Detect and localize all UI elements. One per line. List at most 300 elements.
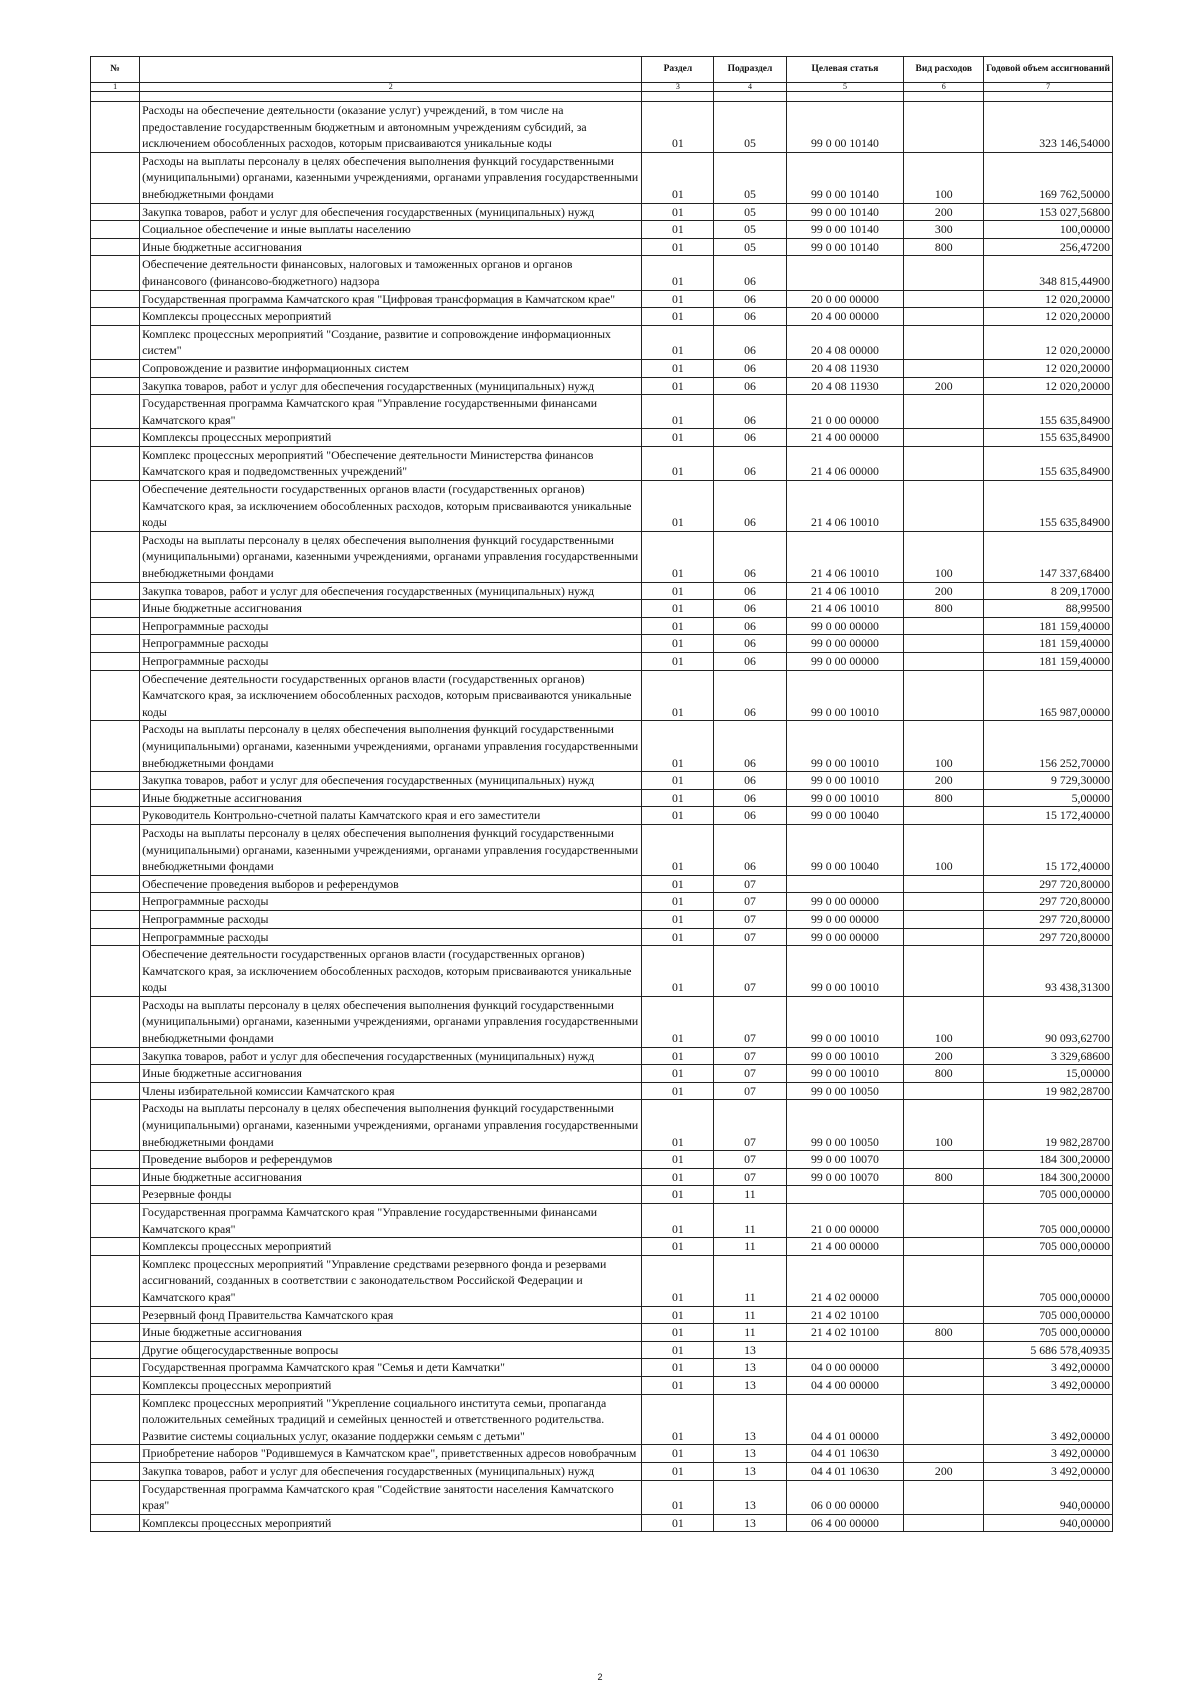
row-target-cell: 99 0 00 00000 [786,653,904,671]
table-row [91,1100,1113,1151]
row-expense-type-cell [904,635,984,653]
row-subsection-cell: 06 [714,325,786,359]
row-name-cell: Непрограммные расходы [140,910,642,928]
row-name-cell: Члены избирательной комиссии Камчатского края [140,1082,642,1100]
row-number-cell [91,1082,140,1100]
table-row [91,772,1113,790]
row-target-cell [786,1341,904,1359]
row-amount-cell: 90 093,62700 [984,996,1113,1047]
row-subsection-cell: 06 [714,600,786,618]
row-subsection-cell: 07 [714,1100,786,1151]
row-expense-type-cell [904,1480,984,1514]
table-body [91,92,1113,1532]
table-row [91,1324,1113,1342]
row-number-cell [91,1047,140,1065]
row-subsection-cell: 07 [714,1082,786,1100]
row-section-cell: 01 [642,531,714,582]
page-number: 2 [597,1672,603,1682]
row-name-cell: Государственная программа Камчатского края "Управление государственными финансами Камчатского края" [140,1204,642,1238]
header-name [140,57,642,83]
row-name-cell: Закупка товаров, работ и услуг для обеспечения государственных (муниципальных) нужд [140,1047,642,1065]
row-number-cell [91,653,140,671]
row-expense-type-cell: 200 [904,1047,984,1065]
row-name-cell: Непрограммные расходы [140,928,642,946]
row-number-cell [91,772,140,790]
row-amount-cell: 297 720,80000 [984,928,1113,946]
row-expense-type-cell [904,653,984,671]
row-expense-type-cell [904,290,984,308]
spacer-row [91,92,1113,102]
row-subsection-cell: 11 [714,1255,786,1306]
row-name-cell: Государственная программа Камчатского края "Содействие занятости населения Камчатского края" [140,1480,642,1514]
row-subsection-cell: 06 [714,772,786,790]
row-expense-type-cell: 800 [904,238,984,256]
row-expense-type-cell [904,617,984,635]
row-section-cell: 01 [642,102,714,153]
row-amount-cell: 297 720,80000 [984,893,1113,911]
table-row [91,1445,1113,1463]
row-amount-cell: 19 982,28700 [984,1100,1113,1151]
table-row [91,893,1113,911]
row-section-cell: 01 [642,772,714,790]
table-row [91,1065,1113,1083]
table-row [91,1359,1113,1377]
row-number-cell [91,446,140,480]
table-row [91,721,1113,772]
row-section-cell: 01 [642,1238,714,1256]
header-target: Целевая статья [786,57,904,83]
row-name-cell: Социальное обеспечение и иные выплаты населению [140,221,642,239]
row-target-cell: 99 0 00 10140 [786,203,904,221]
row-number-cell [91,617,140,635]
row-subsection-cell: 06 [714,531,786,582]
row-section-cell: 01 [642,824,714,875]
table-row [91,308,1113,326]
row-expense-type-cell [904,1186,984,1204]
row-expense-type-cell [904,429,984,447]
row-amount-cell: 181 159,40000 [984,635,1113,653]
row-name-cell: Расходы на выплаты персоналу в целях обеспечения выполнения функций государственными (муниципальными) органами, казенными учреждениями, органами управления государственными внебюджетными фондами [140,824,642,875]
row-target-cell: 99 0 00 10010 [786,996,904,1047]
row-subsection-cell: 13 [714,1394,786,1445]
row-amount-cell: 3 492,00000 [984,1445,1113,1463]
row-target-cell: 99 0 00 00000 [786,910,904,928]
row-subsection-cell: 06 [714,670,786,721]
row-expense-type-cell [904,928,984,946]
row-target-cell: 99 0 00 00000 [786,617,904,635]
row-expense-type-cell [904,1514,984,1532]
row-number-cell [91,290,140,308]
row-target-cell: 99 0 00 10070 [786,1151,904,1169]
row-expense-type-cell [904,893,984,911]
table-row [91,1238,1113,1256]
row-expense-type-cell: 200 [904,377,984,395]
row-name-cell: Обеспечение проведения выборов и референдумов [140,875,642,893]
row-subsection-cell: 07 [714,893,786,911]
row-number-cell [91,824,140,875]
table-row [91,446,1113,480]
row-name-cell: Комплекс процессных мероприятий "Обеспечение деятельности Министерства финансов Камчатского края и подведомственных учреждений" [140,446,642,480]
row-subsection-cell: 11 [714,1238,786,1256]
row-target-cell: 99 0 00 10010 [786,1065,904,1083]
table-row [91,1376,1113,1394]
table-row [91,635,1113,653]
row-number-cell [91,308,140,326]
row-expense-type-cell [904,910,984,928]
row-expense-type-cell: 800 [904,789,984,807]
row-name-cell: Резервный фонд Правительства Камчатского края [140,1306,642,1324]
column-number: 3 [642,83,714,92]
row-number-cell [91,807,140,825]
row-section-cell: 01 [642,1047,714,1065]
row-amount-cell: 15 172,40000 [984,824,1113,875]
row-expense-type-cell [904,1394,984,1445]
row-section-cell: 01 [642,1462,714,1480]
row-expense-type-cell: 100 [904,721,984,772]
row-target-cell: 04 4 01 00000 [786,1394,904,1445]
row-target-cell: 99 0 00 10010 [786,946,904,997]
row-number-cell [91,670,140,721]
row-target-cell: 21 4 00 00000 [786,429,904,447]
row-number-cell [91,875,140,893]
row-target-cell: 99 0 00 00000 [786,893,904,911]
row-section-cell: 01 [642,582,714,600]
row-amount-cell: 15,00000 [984,1065,1113,1083]
table-row [91,1047,1113,1065]
row-subsection-cell: 05 [714,221,786,239]
row-amount-cell: 100,00000 [984,221,1113,239]
row-number-cell [91,789,140,807]
row-expense-type-cell [904,1151,984,1169]
row-name-cell: Расходы на выплаты персоналу в целях обеспечения выполнения функций государственными (муниципальными) органами, казенными учреждениями, органами управления государственными внебюджетными фондами [140,721,642,772]
row-subsection-cell: 11 [714,1324,786,1342]
row-target-cell: 21 0 00 00000 [786,1204,904,1238]
row-amount-cell: 153 027,56800 [984,203,1113,221]
table-row [91,824,1113,875]
row-number-cell [91,1445,140,1463]
row-subsection-cell: 06 [714,721,786,772]
table-row [91,429,1113,447]
row-subsection-cell: 07 [714,1065,786,1083]
row-name-cell: Комплексы процессных мероприятий [140,308,642,326]
row-target-cell: 21 4 02 10100 [786,1306,904,1324]
row-name-cell: Расходы на выплаты персоналу в целях обеспечения выполнения функций государственными (муниципальными) органами, казенными учреждениями, органами управления государственными внебюджетными фондами [140,531,642,582]
row-target-cell [786,1186,904,1204]
row-section-cell: 01 [642,429,714,447]
row-section-cell: 01 [642,1100,714,1151]
row-number-cell [91,1186,140,1204]
table-row [91,102,1113,153]
table-row [91,600,1113,618]
row-amount-cell: 156 252,70000 [984,721,1113,772]
row-target-cell: 99 0 00 00000 [786,635,904,653]
row-subsection-cell: 07 [714,946,786,997]
row-expense-type-cell [904,946,984,997]
row-name-cell: Комплекс процессных мероприятий "Создание, развитие и сопровождение информационных систем" [140,325,642,359]
row-subsection-cell: 05 [714,203,786,221]
row-name-cell: Руководитель Контрольно-счетной палаты Камчатского края и его заместители [140,807,642,825]
row-section-cell: 01 [642,256,714,290]
header-amount: Годовой объем ассигнований [984,57,1113,83]
row-amount-cell: 93 438,31300 [984,946,1113,997]
row-expense-type-cell [904,1341,984,1359]
row-number-cell [91,1100,140,1151]
table-row [91,617,1113,635]
row-subsection-cell: 06 [714,446,786,480]
row-name-cell: Расходы на выплаты персоналу в целях обеспечения выполнения функций государственными (муниципальными) органами, казенными учреждениями, органами управления государственными внебюджетными фондами [140,1100,642,1151]
row-section-cell: 01 [642,910,714,928]
row-target-cell: 99 0 00 10050 [786,1082,904,1100]
row-target-cell: 06 4 00 00000 [786,1514,904,1532]
row-number-cell [91,1238,140,1256]
row-amount-cell: 19 982,28700 [984,1082,1113,1100]
table-row [91,910,1113,928]
table-row [91,1082,1113,1100]
row-expense-type-cell [904,1445,984,1463]
row-expense-type-cell [904,325,984,359]
row-target-cell: 21 4 06 00000 [786,446,904,480]
row-subsection-cell: 07 [714,1151,786,1169]
row-expense-type-cell [904,1204,984,1238]
table-row [91,359,1113,377]
header-row [91,57,1113,83]
row-target-cell: 99 0 00 10140 [786,152,904,203]
row-subsection-cell: 13 [714,1445,786,1463]
header-expense-type: Вид расходов [904,57,984,83]
row-name-cell: Расходы на обеспечение деятельности (оказание услуг) учреждений, в том числе на предоставление государственным бюджетным и автономным учреждениям субсидий, за исключением обособленных расходов, которым присваиваются уникальные коды [140,102,642,153]
row-amount-cell: 12 020,20000 [984,359,1113,377]
table-row [91,395,1113,429]
row-section-cell: 01 [642,928,714,946]
row-target-cell: 20 0 00 00000 [786,290,904,308]
row-name-cell: Закупка товаров, работ и услуг для обеспечения государственных (муниципальных) нужд [140,377,642,395]
row-number-cell [91,582,140,600]
row-number-cell [91,102,140,153]
row-target-cell: 06 0 00 00000 [786,1480,904,1514]
row-section-cell: 01 [642,1151,714,1169]
row-amount-cell: 9 729,30000 [984,772,1113,790]
row-subsection-cell: 07 [714,1168,786,1186]
row-expense-type-cell [904,670,984,721]
row-expense-type-cell: 100 [904,531,984,582]
row-section-cell: 01 [642,377,714,395]
row-target-cell: 04 4 00 00000 [786,1376,904,1394]
row-target-cell: 21 4 02 00000 [786,1255,904,1306]
row-amount-cell: 3 492,00000 [984,1462,1113,1480]
row-expense-type-cell: 200 [904,1462,984,1480]
row-amount-cell: 3 492,00000 [984,1359,1113,1377]
row-expense-type-cell: 100 [904,824,984,875]
row-section-cell: 01 [642,1065,714,1083]
table-row [91,807,1113,825]
row-number-cell [91,395,140,429]
row-subsection-cell: 11 [714,1306,786,1324]
row-amount-cell: 3 329,68600 [984,1047,1113,1065]
row-number-cell [91,1255,140,1306]
row-number-cell [91,531,140,582]
row-number-cell [91,221,140,239]
row-subsection-cell: 06 [714,395,786,429]
row-section-cell: 01 [642,1324,714,1342]
row-section-cell: 01 [642,481,714,532]
row-expense-type-cell: 800 [904,1324,984,1342]
table-row [91,946,1113,997]
row-target-cell: 21 4 06 10010 [786,531,904,582]
table-row [91,531,1113,582]
row-name-cell: Закупка товаров, работ и услуг для обеспечения государственных (муниципальных) нужд [140,203,642,221]
row-name-cell: Расходы на выплаты персоналу в целях обеспечения выполнения функций государственными (муниципальными) органами, казенными учреждениями, органами управления государственными внебюджетными фондами [140,996,642,1047]
row-number-cell [91,1306,140,1324]
row-number-cell [91,152,140,203]
row-expense-type-cell [904,1255,984,1306]
table-row [91,1151,1113,1169]
row-name-cell: Обеспечение деятельности государственных органов власти (государственных органов) Камчатского края, за исключением обособленных расходов, которым присваиваются уникальные коды [140,946,642,997]
row-number-cell [91,1168,140,1186]
row-name-cell: Государственная программа Камчатского края "Семья и дети Камчатки" [140,1359,642,1377]
row-number-cell [91,203,140,221]
row-name-cell: Государственная программа Камчатского края "Управление государственными финансами Камчатского края" [140,395,642,429]
row-number-cell [91,1514,140,1532]
table-row [91,377,1113,395]
row-name-cell: Сопровождение и развитие информационных систем [140,359,642,377]
row-section-cell: 01 [642,635,714,653]
row-number-cell [91,359,140,377]
row-amount-cell: 297 720,80000 [984,875,1113,893]
row-section-cell: 01 [642,1306,714,1324]
column-number: 2 [140,83,642,92]
table-row [91,928,1113,946]
row-number-cell [91,1394,140,1445]
row-number-cell [91,1480,140,1514]
row-amount-cell: 3 492,00000 [984,1394,1113,1445]
row-target-cell: 20 4 08 11930 [786,359,904,377]
row-amount-cell: 705 000,00000 [984,1255,1113,1306]
row-name-cell: Закупка товаров, работ и услуг для обеспечения государственных (муниципальных) нужд [140,1462,642,1480]
row-subsection-cell: 13 [714,1462,786,1480]
row-expense-type-cell [904,1238,984,1256]
row-expense-type-cell [904,875,984,893]
row-target-cell: 99 0 00 10010 [786,721,904,772]
row-section-cell: 01 [642,1480,714,1514]
row-subsection-cell: 06 [714,582,786,600]
row-name-cell: Иные бюджетные ассигнования [140,238,642,256]
row-section-cell: 01 [642,996,714,1047]
row-name-cell: Иные бюджетные ассигнования [140,1324,642,1342]
table-row [91,325,1113,359]
row-amount-cell: 5,00000 [984,789,1113,807]
row-expense-type-cell [904,807,984,825]
row-number-cell [91,721,140,772]
row-target-cell: 04 4 01 10630 [786,1445,904,1463]
row-amount-cell: 12 020,20000 [984,308,1113,326]
row-name-cell: Проведение выборов и референдумов [140,1151,642,1169]
row-name-cell: Непрограммные расходы [140,635,642,653]
row-target-cell: 99 0 00 10010 [786,1047,904,1065]
row-section-cell: 01 [642,1394,714,1445]
row-name-cell: Комплексы процессных мероприятий [140,1514,642,1532]
row-section-cell: 01 [642,221,714,239]
row-target-cell: 21 4 06 10010 [786,600,904,618]
header-section: Раздел [642,57,714,83]
row-amount-cell: 5 686 578,40935 [984,1341,1113,1359]
row-subsection-cell: 06 [714,635,786,653]
row-amount-cell: 8 209,17000 [984,582,1113,600]
column-number: 4 [714,83,786,92]
row-target-cell: 20 4 00 00000 [786,308,904,326]
row-number-cell [91,1065,140,1083]
row-section-cell: 01 [642,670,714,721]
row-number-cell [91,910,140,928]
row-amount-cell: 181 159,40000 [984,617,1113,635]
row-amount-cell: 184 300,20000 [984,1168,1113,1186]
row-section-cell: 01 [642,600,714,618]
row-amount-cell: 348 815,44900 [984,256,1113,290]
row-target-cell: 04 4 01 10630 [786,1462,904,1480]
row-expense-type-cell: 800 [904,1168,984,1186]
row-expense-type-cell: 200 [904,203,984,221]
table-row [91,290,1113,308]
row-section-cell: 01 [642,1204,714,1238]
row-amount-cell: 705 000,00000 [984,1306,1113,1324]
row-subsection-cell: 13 [714,1341,786,1359]
row-name-cell: Комплекс процессных мероприятий "Управление средствами резервного фонда и резервами ассигнований, созданных в соответствии с законодательством Российской Федерации и Камчатского края" [140,1255,642,1306]
row-subsection-cell: 06 [714,377,786,395]
row-amount-cell: 155 635,84900 [984,395,1113,429]
row-name-cell: Расходы на выплаты персоналу в целях обеспечения выполнения функций государственными (муниципальными) органами, казенными учреждениями, органами управления государственными внебюджетными фондами [140,152,642,203]
row-number-cell [91,429,140,447]
row-section-cell: 01 [642,1359,714,1377]
row-expense-type-cell: 100 [904,996,984,1047]
table-row [91,256,1113,290]
row-number-cell [91,928,140,946]
row-number-cell [91,256,140,290]
row-section-cell: 01 [642,653,714,671]
row-section-cell: 01 [642,807,714,825]
row-subsection-cell: 13 [714,1514,786,1532]
row-section-cell: 01 [642,446,714,480]
row-section-cell: 01 [642,1255,714,1306]
row-subsection-cell: 13 [714,1376,786,1394]
row-target-cell [786,875,904,893]
row-subsection-cell: 06 [714,359,786,377]
row-target-cell: 99 0 00 10140 [786,238,904,256]
row-subsection-cell: 06 [714,308,786,326]
row-number-cell [91,600,140,618]
table-row [91,1255,1113,1306]
row-amount-cell: 323 146,54000 [984,102,1113,153]
row-name-cell: Иные бюджетные ассигнования [140,1065,642,1083]
row-number-cell [91,1324,140,1342]
row-section-cell: 01 [642,359,714,377]
row-name-cell: Приобретение наборов "Родившемуся в Камчатском крае", приветственных адресов новобрачным [140,1445,642,1463]
row-subsection-cell: 06 [714,824,786,875]
row-target-cell: 99 0 00 00000 [786,928,904,946]
row-section-cell: 01 [642,290,714,308]
row-number-cell [91,238,140,256]
column-number: 6 [904,83,984,92]
row-amount-cell: 169 762,50000 [984,152,1113,203]
row-subsection-cell: 05 [714,102,786,153]
row-number-cell [91,1462,140,1480]
row-section-cell: 01 [642,789,714,807]
column-number: 5 [786,83,904,92]
row-number-cell [91,377,140,395]
row-target-cell: 99 0 00 10050 [786,1100,904,1151]
row-target-cell: 99 0 00 10070 [786,1168,904,1186]
row-amount-cell: 147 337,68400 [984,531,1113,582]
row-amount-cell: 12 020,20000 [984,377,1113,395]
row-amount-cell: 12 020,20000 [984,290,1113,308]
